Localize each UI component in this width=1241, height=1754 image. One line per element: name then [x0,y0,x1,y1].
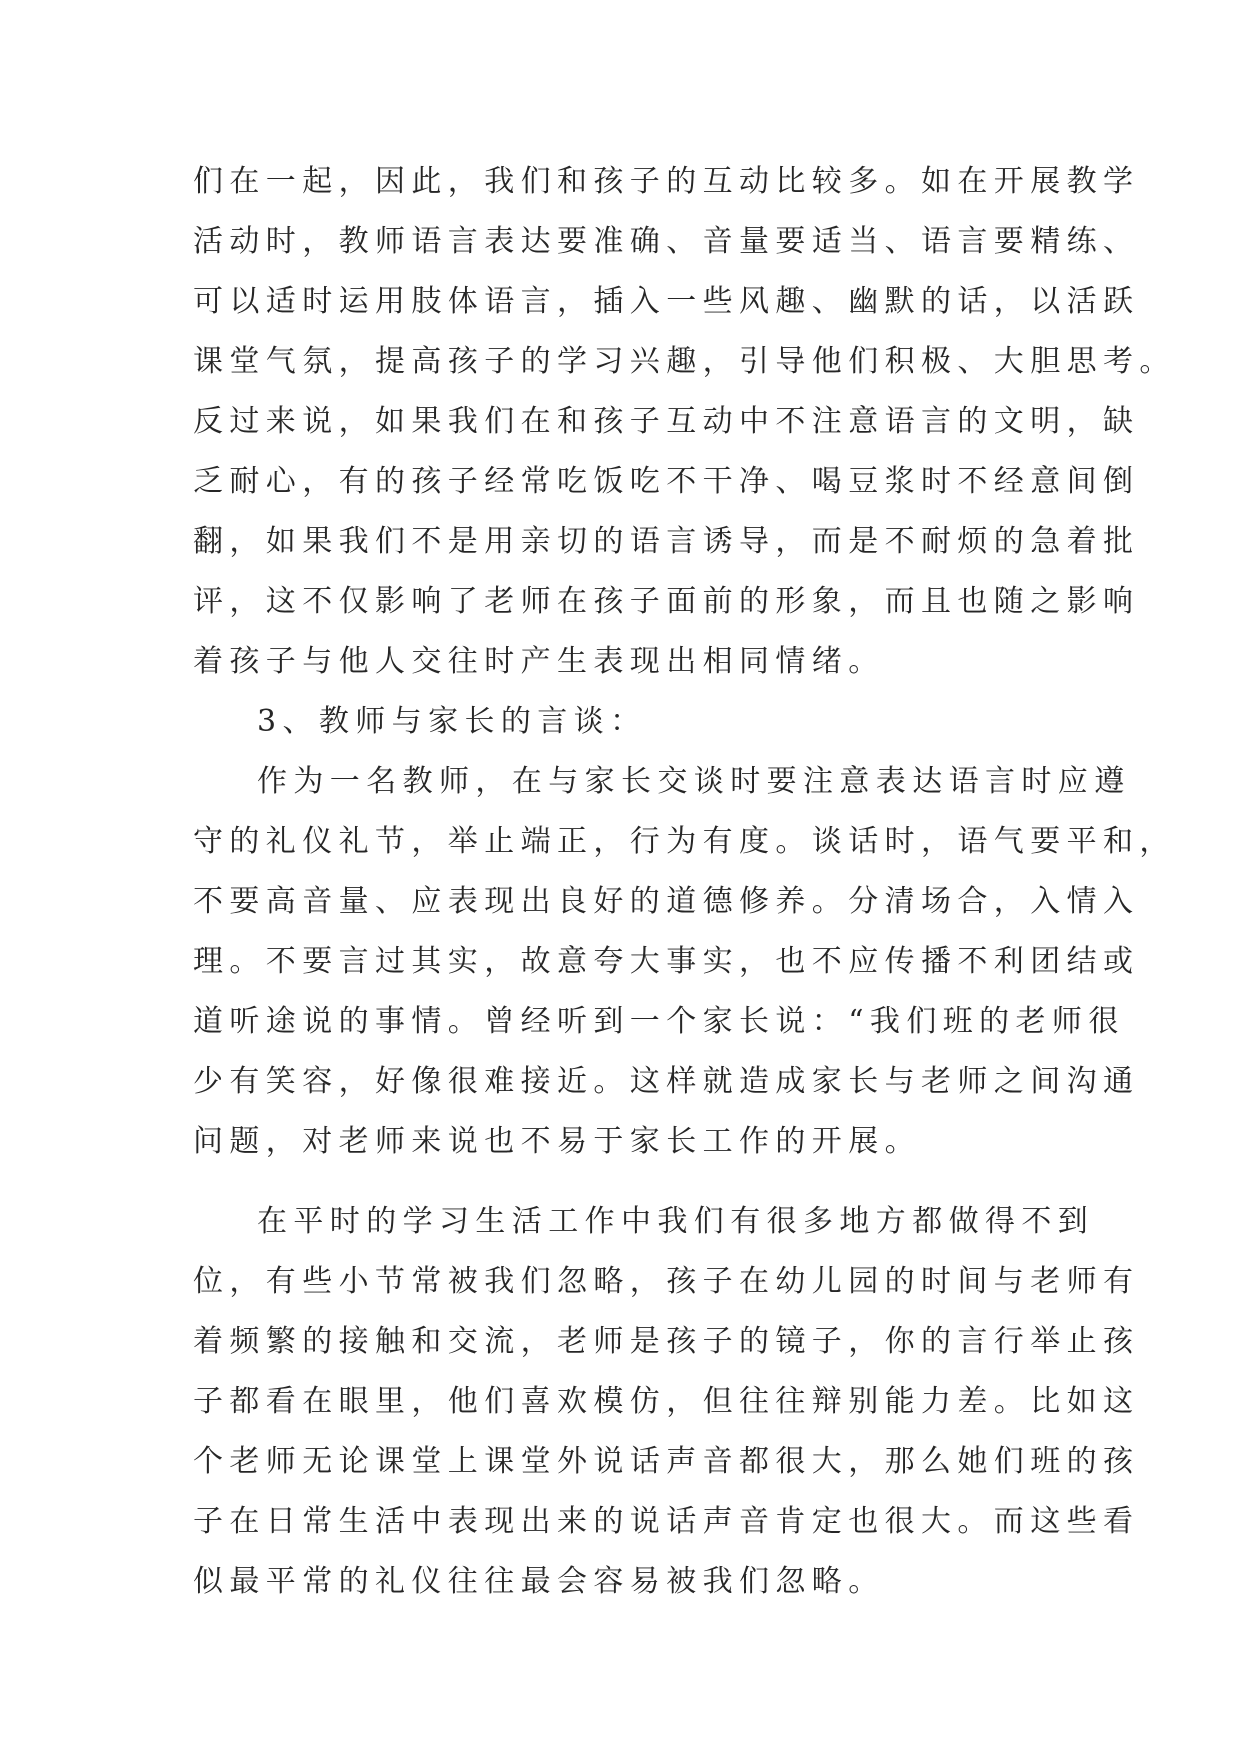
text-line: 个老师无论课堂上课堂外说话声音都很大，那么她们班的孩 [193,1444,1140,1479]
text-line: 可以适时运用肢体语言，插入一些风趣、幽默的话，以活跃 [193,284,1140,319]
text-line: 们在一起，因此，我们和孩子的互动比较多。如在开展教学 [193,164,1140,199]
text-line: 翻，如果我们不是用亲切的语言诱导，而是不耐烦的急着批 [193,524,1140,559]
section-heading: 3、教师与家长的言谈： [257,704,647,739]
text-line: 作为一名教师，在与家长交谈时要注意表达语言时应遵 [257,764,1131,799]
text-line: 乏耐心，有的孩子经常吃饭吃不干净、喝豆浆时不经意间倒 [193,464,1140,499]
text-line: 反过来说，如果我们在和孩子互动中不注意语言的文明，缺 [193,404,1140,439]
text-line: 道听途说的事情。曾经听到一个家长说：“我们班的老师很 [193,1004,1125,1039]
text-line: 理。不要言过其实，故意夸大事实，也不应传播不利团结或 [193,944,1140,979]
text-line: 评，这不仅影响了老师在孩子面前的形象，而且也随之影响 [193,584,1140,619]
text-line: 位，有些小节常被我们忽略，孩子在幼儿园的时间与老师有 [193,1264,1140,1299]
text-line: 子在日常生活中表现出来的说话声音肯定也很大。而这些看 [193,1504,1140,1539]
text-line: 问题，对老师来说也不易于家长工作的开展。 [193,1124,921,1159]
text-line: 着频繁的接触和交流，老师是孩子的镜子，你的言行举止孩 [193,1324,1140,1359]
text-line: 少有笑容，好像很难接近。这样就造成家长与老师之间沟通 [193,1064,1140,1099]
text-line: 活动时，教师语言表达要准确、音量要适当、语言要精练、 [193,224,1140,259]
text-line: 着孩子与他人交往时产生表现出相同情绪。 [193,644,885,679]
text-line: 在平时的学习生活工作中我们有很多地方都做得不到 [257,1204,1095,1239]
text-line: 守的礼仪礼节，举止端正，行为有度。谈话时，语气要平和， [193,824,1176,859]
text-line: 似最平常的礼仪往往最会容易被我们忽略。 [193,1564,885,1599]
text-line: 不要高音量、应表现出良好的道德修养。分清场合，入情入 [193,884,1140,919]
text-line: 子都看在眼里，他们喜欢模仿，但往往辩别能力差。比如这 [193,1384,1140,1419]
text-line: 课堂气氛，提高孩子的学习兴趣，引导他们积极、大胆思考。 [193,344,1176,379]
